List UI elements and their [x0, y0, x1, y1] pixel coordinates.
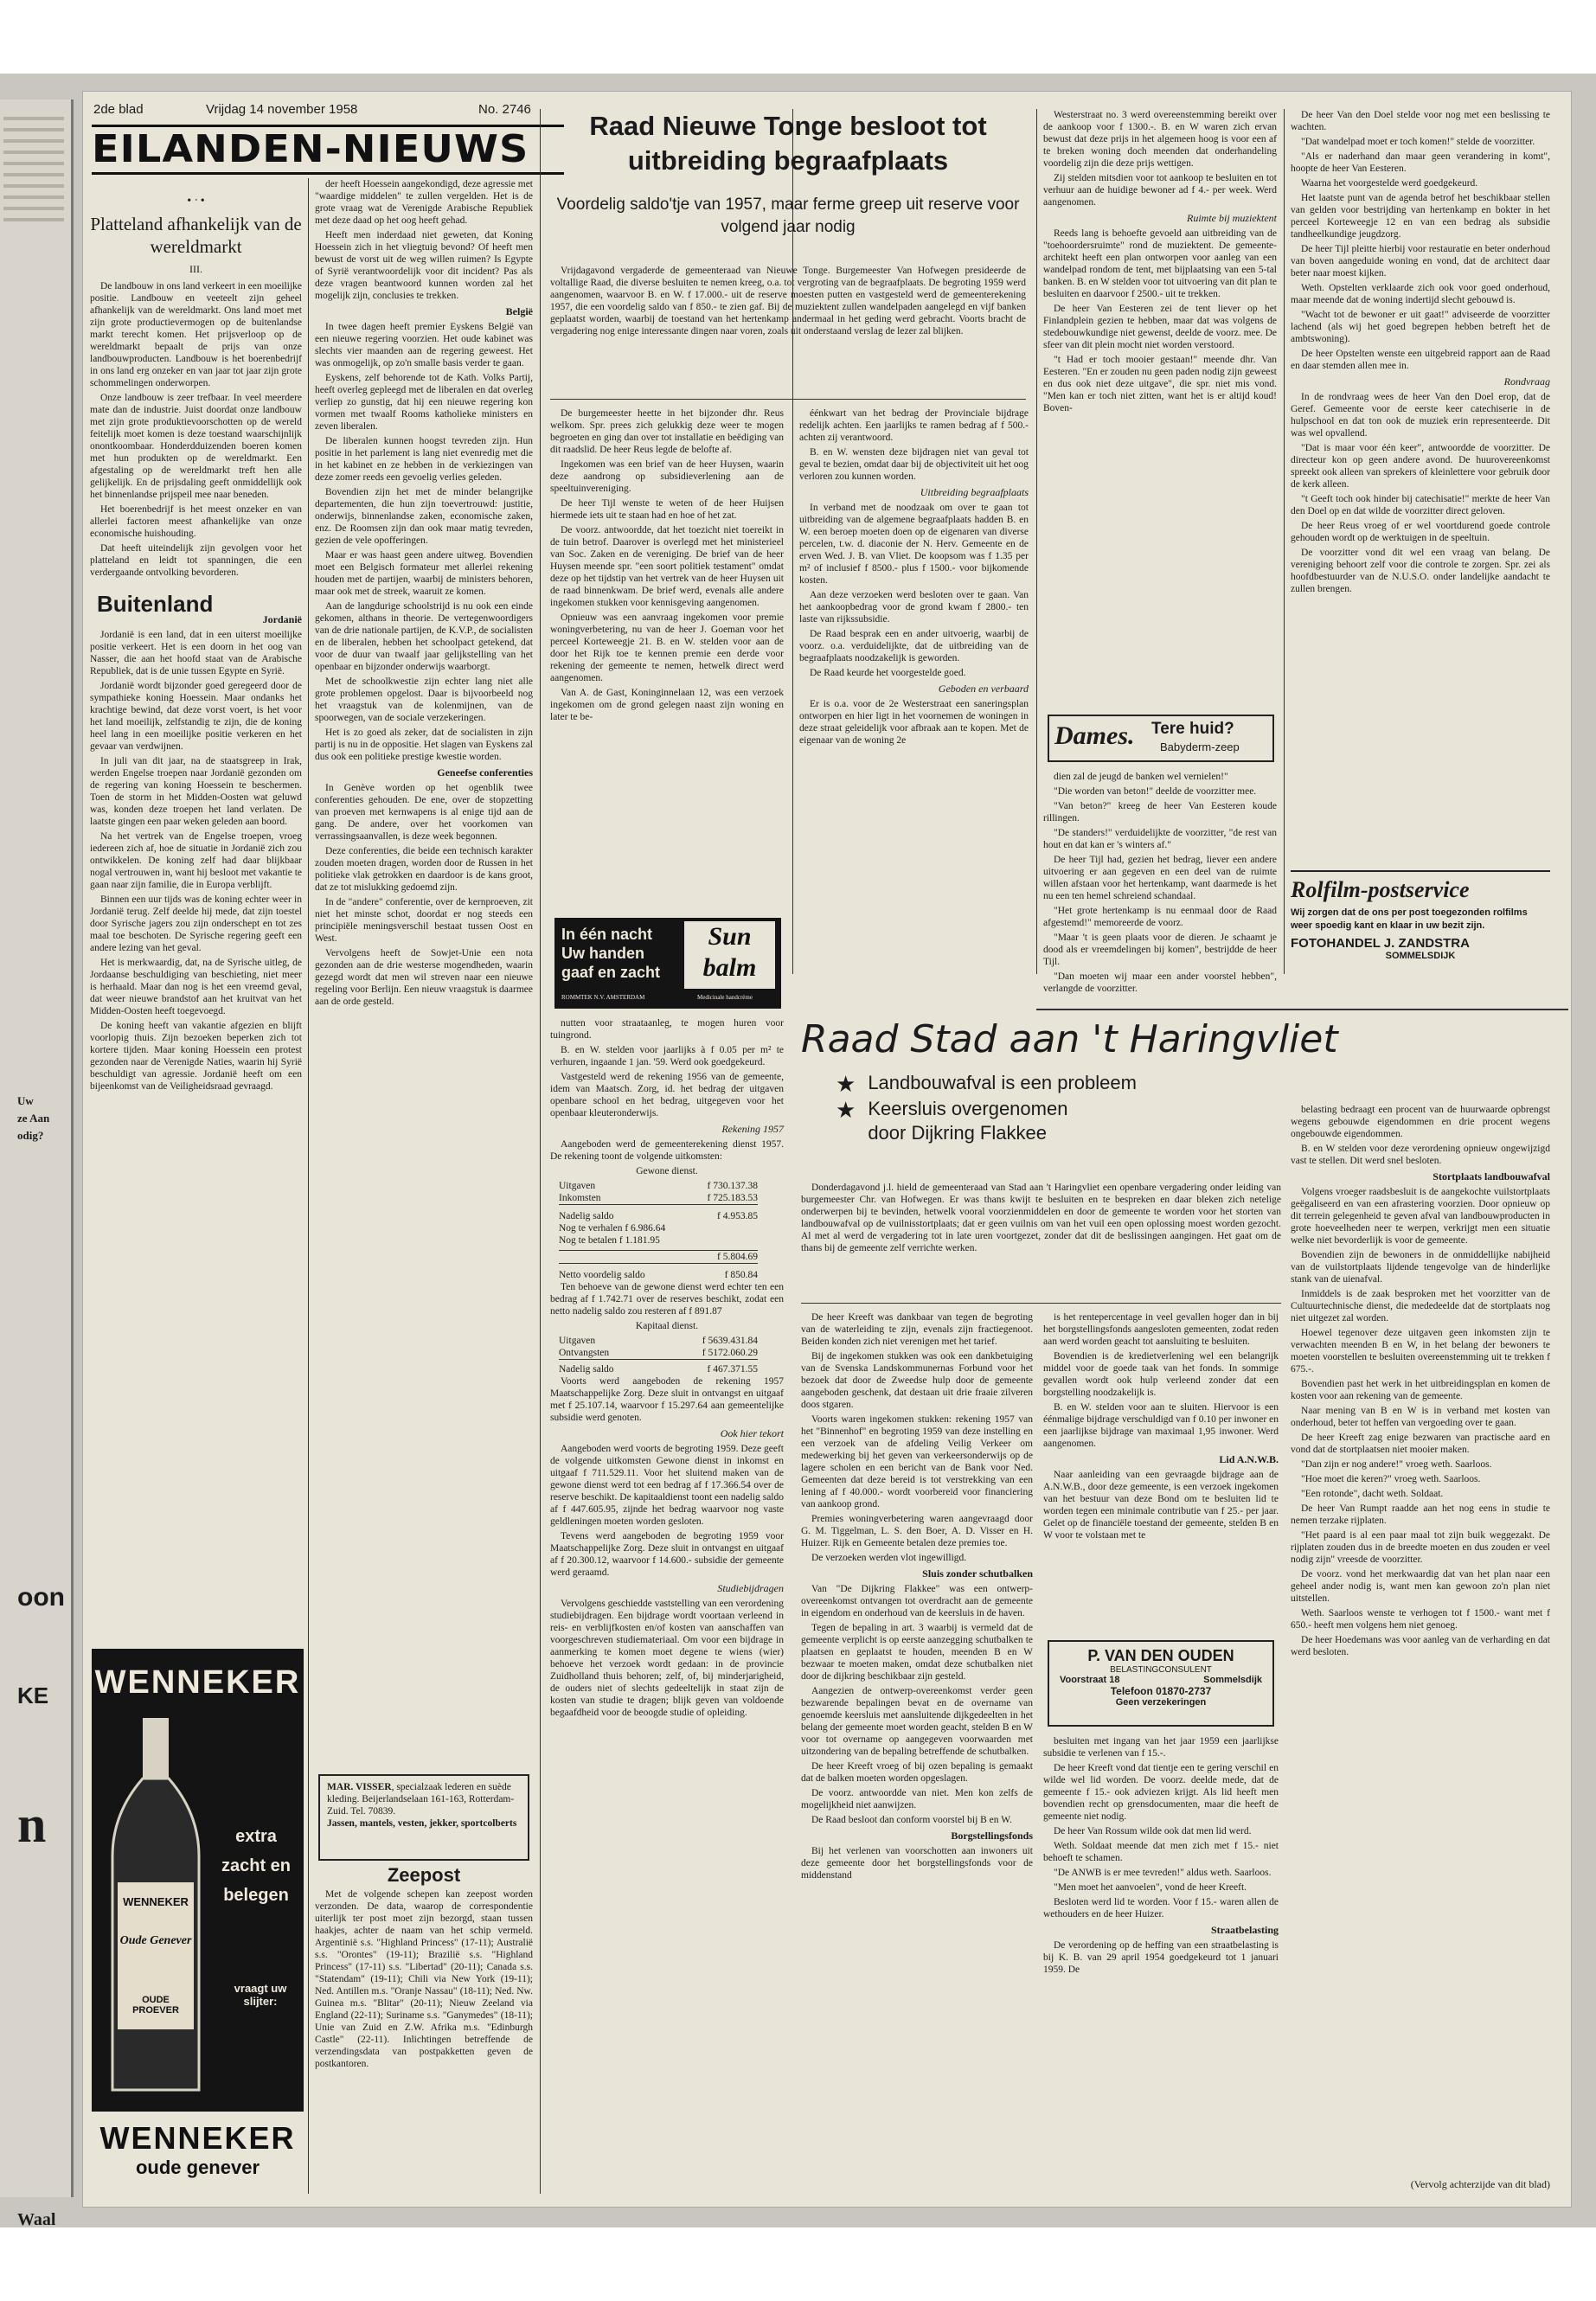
row-value: f 725.183.53	[707, 1193, 758, 1203]
paragraph: Van A. de Gast, Koninginnelaan 12, was een verzoek ingekomen om de grond gelegen naast zijn woning en later te be-	[550, 688, 784, 722]
paragraph: "Maar 't is geen plaats voor de dieren. Je schaamt je dood als er vreemdelingen bij komen", bestrijdde de heer Tijl.	[1043, 933, 1277, 967]
paragraph: éénkwart van het bedrag der Provinciale bijdrage redelijk achten. Een jaarlijks te ramen bedrag af f 500.- achten zij verantwoord.	[799, 408, 1029, 443]
tonge-column-c	[799, 407, 1029, 974]
paragraph: der heeft Hoessein aangekondigd, deze agressie met "waardige middelen" te zullen vergelden. Het is de grote vraag wat de Verenigde Arabische Republiek met deze daad op het oog heeft gehad.	[315, 179, 533, 226]
table-caption: Gewone dienst.	[636, 1166, 698, 1176]
paragraph: Reeds lang is behoefte gevoeld aan uitbreiding van de "toehoordersruimte" rond de muziektent. De gemeente-architekt heeft een plan ontworpen voor aanleg van een wandelpad rondom de tent, met bijplaatsing van een 5-tal banken. B. en W stelden voor tot uitvoering van dit plan te besluiten en daarvoor f 2500.- uit te trekken.	[1043, 228, 1277, 299]
row-value: f 850.84	[724, 1270, 758, 1280]
previous-page-text-lines	[3, 117, 64, 229]
paragraph: "Dan moeten wij maar een ander voorstel hebben", verlangde de voorzitter.	[1043, 971, 1277, 994]
sunbalm-maker: ROMMTEK N.V. AMSTERDAM	[561, 994, 645, 1001]
paragraph: Dat heeft uiteindelijk zijn gevolgen voor het platteland en leidt tot spanningen, die een verdergaande ontvolking bevorderen.	[90, 543, 302, 578]
dames-brand: Dames.	[1054, 721, 1135, 750]
paragraph: Tegen de bepaling in art. 3 waarbij is vermeld dat de gemeente verplicht is op eerste aanzegging schutbalken te plaatsen en geplaatst te houden, meenden B en W bezwaar te moeten maken, omdat deze schutbalken niet door de dijkring beschikbaar zijn gesteld.	[801, 1623, 1033, 1682]
paragraph: "Een rotonde", dacht weth. Soldaat.	[1301, 1489, 1444, 1499]
paragraph: De verordening op de heffing van een straatbelasting is bij K. B. van 29 april 1954 goedgekeurd tot 1 januari 1959. De	[1043, 1940, 1279, 1975]
row-label: Inkomsten	[559, 1193, 601, 1203]
paragraph: Aan de langdurige schoolstrijd is nu ook een einde gekomen, althans in theorie. De vertegenwoordigers van de drie nationale partijen, de K.V.P., de socialisten en de liberalen, hebben het schoolpact getekend, dat voor de duur van twaalf jaar gelijkstelling van het openbaar en bijzonder onderwijs waarborgt.	[315, 601, 533, 672]
zeepost-title: Zeepost	[387, 1864, 461, 1886]
paragraph: De heer Van den Doel stelde voor nog met een beslissing te wachten.	[1291, 110, 1550, 132]
paragraph: De heer Kreeft vond dat tientje een te gering verschil en wilde wel lid worden. De voorz. deelde mede, dat de gemeente f 15.- ook adviezen krijgt. Als lid heeft men bovendien recht op grensdocumenten, maar die heeft de gemeente niet nodig.	[1043, 1763, 1279, 1822]
visser-name: MAR. VISSER	[327, 1782, 392, 1792]
paragraph: De voorzitter vond dit wel een vraag van belang. De vereniging behoort zelf voor die controle te zorgen. Spr. zei als hoofdbestuurder van de N.U.S.O. onder landelijke aandacht te zullen brengen.	[1291, 548, 1550, 594]
vdo-name: P. VAN DEN OUDEN	[1087, 1647, 1234, 1664]
haring-column-b-continued	[1043, 1735, 1279, 2198]
paragraph: Jordanië wordt bijzonder goed geregeerd door de sympathieke koning Hoessein. Maar ondanks het krachtige bewind, dat deze vorst voert, is het voor het land moeilijk, zelfstandig te zijn, die de koning heel lang in een moeilijke positie verkeren en het gevaar van verdwijnen.	[90, 681, 302, 752]
column-rule	[1036, 109, 1037, 974]
table-row	[559, 1269, 758, 1281]
paragraph: Aangeboden werd de gemeenterekening dienst 1957. De rekening toont de volgende uitkomsten:	[550, 1139, 784, 1162]
paragraph: De heer Kreeft vroeg of bij ozen bepaling is gemaakt dat de balken moeten worden opgeslagen.	[801, 1761, 1033, 1784]
rolfilm-shop: FOTOHANDEL J. ZANDSTRA	[1291, 936, 1470, 951]
visser-line-2: Jassen, mantels, vesten, jekker, sportcolberts	[327, 1818, 517, 1829]
table-row	[559, 1222, 758, 1234]
previous-page-edge	[0, 99, 74, 2229]
star-icon: ★	[836, 1097, 856, 1123]
subheading: Stortplaats landbouwafval	[1433, 1170, 1550, 1183]
page-label: 2de blad	[93, 102, 144, 117]
paragraph: De voorz. antwoordde van niet. Men kon zelfs de mogelijkheid niet aanwijzen.	[801, 1788, 1033, 1811]
haring-intro	[801, 1182, 1281, 1311]
row-label: Uitgaven	[559, 1181, 596, 1191]
paragraph: Tevens werd aangeboden de begroting 1959 voor Maatschappelijke Zorg. Deze sluit in ontvangst en uitgaaf af f 20.300.12, waarvoor f 14.600.- subsidie der gemeente werd geraamd.	[550, 1531, 784, 1578]
paragraph: B. en W. stelden voor aan te sluiten. Hiervoor is een éénmalige bijdrage verschuldigd van f 0.10 per inwoner en een jaarlijkse bijdrage van maximaal 1,95 inwoner. Werd aangenomen.	[1043, 1402, 1279, 1449]
row-label: Nog te verhalen f 6.986.64	[559, 1223, 666, 1234]
paragraph: Er is o.a. voor de 2e Westerstraat een saneringsplan ontworpen en hier ligt in het voornemen de woningen in deze straat geleidelijk voor afbraak aan te kopen. Met de eigenaar van de woning 2e	[799, 699, 1029, 746]
subheading: Studiebijdragen	[717, 1582, 784, 1594]
tonge-intro	[550, 265, 1026, 403]
horizontal-rule	[801, 1303, 1281, 1304]
article-part: III.	[189, 263, 202, 275]
paragraph: De heer Hoedemans was voor aanleg van de verharding en dat werd besloten.	[1291, 1635, 1550, 1657]
paragraph: Vastgesteld werd de rekening 1956 van de gemeente, idem van Maatsch. Zorg, id. het bedrag der uitgaven openbare school en het bedrag, uitgegeven voor het openbaar kleuteronderwijs.	[550, 1072, 784, 1118]
wenneker-ask: vraagt uw slijter:	[234, 1982, 287, 2008]
table-row	[559, 1210, 758, 1222]
issue-number: No. 2746	[478, 102, 531, 117]
paragraph: nutten voor straataanleg, te mogen huren voor tuingrond.	[550, 1018, 784, 1041]
wenneker-advertisement	[92, 1649, 304, 2202]
paragraph: De heer Reus vroeg of er wel voortdurend goede controle gehouden wordt op de werktuigen in de speeltuin.	[1291, 521, 1550, 543]
subheading: België	[505, 305, 533, 317]
paragraph: "Dat wandelpad moet er toch komen!" stelde de voorzitter.	[1301, 137, 1535, 147]
vdo-town: Sommelsdijk	[1203, 1675, 1262, 1685]
paragraph: Na het vertrek van de Engelse troepen, vroeg iedereen zich af, hoe de situatie in Jordanië zich zou ontwikkelen. De koning zelf had daar blijkbaar nogal vertrouwen in, want hij besloot met vakantie te gaan naar zijn familie, die in Europa verblijft.	[90, 831, 302, 890]
subheading: Ruimte bij muziektent	[1187, 212, 1277, 224]
tonge-headline-block	[550, 109, 1026, 239]
paragraph: "t Geeft toch ook hinder bij catechisatie!" merkte de heer Van den Doel op en dat wilde de voorzitter direct geloven.	[1291, 494, 1550, 516]
subheading: Straatbelasting	[1211, 1924, 1279, 1936]
paragraph: Deze conferenties, die beide een technisch karakter zouden moeten dragen, worden door de Russen in het politieke vlak getrokken en daardoor is de kans groot, dat ze tot mislukking gedoemd zijn.	[315, 846, 533, 893]
wenneker-brand: WENNEKER	[94, 1664, 301, 1701]
dames-advertisement	[1048, 715, 1274, 762]
tonge-subheadline: Voordelig saldo'tje van 1957, maar ferme greep uit reserve voor volgend jaar nodig	[556, 195, 1020, 236]
paragraph: "Het paard is al een paar maal tot zijn buik weggezakt. De rijplaten zouden dus in de breedte moeten en dus zouden er veel nodig zijn" vreesde de voorzitter.	[1291, 1530, 1550, 1565]
table-row	[559, 1180, 758, 1192]
paragraph: Zij stelden mitsdien voor tot aankoop te besluiten en tot verhuur aan de huidige bewoner ad f 4.- per week. Werd aangenomen.	[1043, 173, 1277, 208]
paragraph: Westerstraat no. 3 werd overeenstemming bereikt over de aankoop voor f 1300.-. B. en W waren zich ervan bewust dat deze prijs in het algemeen hoog is voor een af te breken woning doch meenden dat onderhandeling voordelig zijn die deze prijs wettigen.	[1043, 110, 1277, 169]
tonge-column-b	[550, 1017, 784, 2202]
dames-line-2: Babyderm-zeep	[1160, 740, 1240, 753]
paragraph: Premies woningverbetering waren aangevraagd door G. M. Tiggelman, L. S. den Boer, A. D. Visser en H. Huizer. Rijk en Gemeente betalen deze premies toe.	[801, 1514, 1033, 1548]
paragraph: Ingekomen was een brief van de heer Huysen, waarin deze aandrong op subsidieverlening aan de speeltuinvereniging.	[550, 459, 784, 494]
brand-bottom: balm	[702, 953, 757, 982]
row-value: f 5172.060.29	[702, 1348, 758, 1358]
column-1	[90, 178, 302, 1092]
row-label: Ontvangsten	[559, 1348, 610, 1358]
prev-fragment-1: Uw	[17, 1094, 34, 1107]
paragraph: Volgens vroeger raadsbesluit is de aangekochte vuilstortplaats geëgaliseerd en van een afrastering voorzien. Door opnieuw op dit terrein gelegenheid te geven afval van landbouwproducten in grote hoeveelheden neer te werpen, verkrijgt men een situatie welke niet bevorderlijk is voor de gemeente.	[1291, 1187, 1550, 1246]
paragraph: Het is zo goed als zeker, dat de socialisten in zijn partij is nu in de oppositie. Het slagen van Eyskens zal dus ook een politieke prestige kwestie worden.	[315, 727, 533, 762]
paragraph: Heeft men inderdaad niet geweten, dat Koning Hoessein zich in het vliegtuig bevond? Of heeft men bewust de vorst uit de weg willen ruimen? Is Egypte of Syrië verantwoordelijk voor dit incident? Pas als deze vragen beantwoord kunnen worden zal het mogelijk zijn, conclusies te trekken.	[315, 230, 533, 301]
paragraph: Binnen een uur tijds was de koning echter weer in Jordanië terug. Zelf deelde hij mede, dat zijn toestel door Syrische jagers zou zijn onderschept en tot zes maal toe beschoten. De Syrische regering geeft een andere lezing van het geval.	[90, 894, 302, 953]
paragraph: Onze landbouw is zeer trefbaar. In veel meerdere mate dan de industrie. Juist doordat onze landbouw met zijn grote produktievoorschotten op de wereld feitelijk moet komen is deze toestand waarschijnlijk onontkoombaar. Honderdduizenden boeren komen met hun produkten op de wereldmarkt. Een afgestaling op de wereldmarkt treft hen alle gelijkelijk. En de prijsdaling geeft onmiddellijk ook het binnenlandse prijspeil mee naar beneden.	[90, 393, 302, 500]
paragraph: De heer Tijl wenste te weten of de heer Huijsen hiermede iets uit te staan had en hoe of het zat.	[550, 498, 784, 521]
sunbalm-advertisement	[554, 918, 781, 1009]
prev-fragment-7: Waal	[17, 2210, 56, 2229]
vdo-address: Voorstraat 18	[1060, 1675, 1120, 1685]
prev-fragment-2: ze Aan	[17, 1112, 50, 1125]
row-value: f 467.371.55	[707, 1364, 758, 1375]
brand-top: Sun	[708, 922, 752, 951]
row-label: Nadelig saldo	[559, 1364, 614, 1375]
paragraph: Het boerenbedrijf is het meest onzeker en van allerlei factoren meest afhankelijke van onze economische huishouding.	[90, 504, 302, 539]
paragraph: Bovendien zijn de bewoners in de onmiddellijke nabijheid van de vuilstortplaats lijdende tengevolge van de hinderlijke stank van de uienafval.	[1291, 1250, 1550, 1285]
sunbalm-slogan	[561, 925, 660, 982]
column-rule	[792, 109, 793, 974]
paragraph: Maar er was haast geen andere uitweg. Bovendien moet een Belgisch formateur met allerlei rekening houden met de partijen, waarbij de ministers behoren, maar ook met de streek, waaruit ze komen.	[315, 550, 533, 597]
slogan-2: Uw handen	[561, 945, 645, 962]
paragraph: "Hoe moet die keren?" vroeg weth. Saarloos.	[1301, 1474, 1481, 1484]
article-headline: Platteland afhankelijk van de wereldmarkt	[90, 214, 302, 257]
intro-paragraph: Vrijdagavond vergaderde de gemeenteraad van Nieuwe Tonge. Burgemeester Van Hofwegen presideerde de voltallige Raad, die diverse besluiten te nemen kreeg, o.a. tot vergroting van de begraafplaats. De begroting 1959 werd aangenomen, waarvoor B. en W. f 17.000.- uit de reserve moesten putten en vastgesteld werd de gemeenterekening 1957, die een voordelig saldo van f 850.- te zien gaf. Bij de muziektent zullen wandelpaden aangelegd en vijf banken geplaatst worden, waarbij de toestand van het hertenkamp andermaal in het geding werd gebracht. Voorts bracht de vergadering nog enige interessante dingen naar voren, zoals uit onderstaand verslag de lezer zal blijken.	[550, 266, 1026, 336]
subheading: Geneefse conferenties	[437, 766, 533, 779]
paragraph: Het laatste punt van de agenda betrof het beschikbaar stellen van gelden voor bestrijding van hertenkamp en bokter in het perceel Korteweegje 12 en van een bedrag als subsidie tandheelkundige jeugdzorg.	[1291, 193, 1550, 240]
paragraph: In juli van dit jaar, na de staatsgreep in Irak, werden Engelse troepen naar Jordanië gezonden om de regering van koning Hoessein te beschermen. Toen de storm in het Midden-Oosten wat geluwd was, konden deze troepen het land verlaten. De laatste gingen een paar weken geleden aan boord.	[90, 756, 302, 827]
paragraph: Weth. Saarloos wenste te verhogen tot f 1500.- want met f 650.- heeft men volgens hem niet genoeg.	[1291, 1608, 1550, 1631]
row-value: f 5.804.69	[717, 1252, 758, 1262]
haring-column-c	[1291, 1104, 1550, 2172]
paragraph: Bij de ingekomen stukken was ook een dankbetuiging van de Svenska Landskommunernas Forbund voor het bezoek dat door de Zweedse hulp door de gemeente aangeboden geschenk, dat destaan uit drie fraaie zilveren doos stgaren.	[801, 1351, 1033, 1410]
tonge-headline: Raad Nieuwe Tonge besloot tot uitbreiding begraafplaats	[589, 111, 987, 176]
paragraph: Inmiddels is de zaak besproken met het voorzitter van de Cultuurtechnische dienst, die mededeelde dat de stortplaats nog niet uitgezet zal worden.	[1291, 1289, 1550, 1324]
tonge-column-d-continued	[1043, 771, 1277, 1000]
paragraph: "t Had er toch mooier gestaan!" meende dhr. Van Eesteren. "En er zouden nu geen paden nodig zijn geweest en dus ook niet deze uitgave", die spr. niet mis vond. "Men kan er toch niet zitten, want het is er altijd koud! Boven-	[1043, 355, 1277, 413]
paragraph: De voorz. vond het merkwaardig dat van het plan naar een geheel ander nodig is, want men kan gewoon zo'n plan niet uitstellen.	[1291, 1569, 1550, 1604]
column-rule	[540, 109, 541, 2194]
row-label: Netto voordelig saldo	[559, 1270, 645, 1280]
subheading: Geboden en verbaard	[938, 683, 1029, 695]
paragraph: Bovendien zijn het met de minder belangrijke departementen, die hun zijn toevertrouwd: justitie, onderwijs, binnenlandse zaken, economische zaken, enz. De Roomsen zijn dan ook maar matig tevreden, gezien de vele opofferingen.	[315, 487, 533, 546]
tagline-2: zacht en	[221, 1856, 292, 1875]
paragraph: "De standers!" verduidelijkte de voorzitter, "de rest van hout en dat kan er 's winters af."	[1043, 828, 1277, 850]
row-value: f 730.137.38	[707, 1181, 758, 1191]
paragraph: is het rentepercentage in veel gevallen hoger dan in bij het borgstellingsfonds aangesloten gemeenten, zodat reden aan werd worden geacht tot aansluiting te besluiten.	[1043, 1312, 1279, 1347]
vandenouden-advertisement	[1048, 1640, 1274, 1727]
table-caption: Kapitaal dienst.	[635, 1321, 699, 1331]
visser-line-1: specialzaak lederen en suède kleding. Beijerlandselaan 161-163, Rotterdam-Zuid. Tel. 70839.	[327, 1782, 515, 1817]
masthead-title: EILANDEN-NIEUWS	[92, 125, 564, 175]
table-row	[559, 1335, 758, 1347]
rolfilm-town: SOMMELSDIJK	[1385, 951, 1456, 961]
slogan-1: In één nacht	[561, 926, 653, 943]
paragraph: De koning heeft van vakantie afgezien en blijft voorlopig thuis. Zijn bezoeken beperken zich tot kortere tijden. Maar koning Hoessein een protest gezonden naar de Verenigde Naties, waarin hij Syrië beschuldigt van agressie. Jordanië heeft om een bijeenkomst van de Veiligheidsraad gevraagd.	[90, 1021, 302, 1092]
paragraph: "Men moet het aanvoelen", vond de heer Kreeft.	[1054, 1882, 1247, 1893]
paragraph: De verzoeken werden vlot ingewilligd.	[811, 1553, 967, 1563]
haring-column-b	[1043, 1311, 1279, 1640]
paragraph: Opnieuw was een aanvraag ingekomen voor premie woningverbetering, nu van de heer J. Goeman voor het perceel Korteweegje 21. B. en W. stelden voor aan de door het Rijk toe te kennen premie een derde voor rekening der gemeente te nemen, hetwelk direct werd aangenomen.	[550, 612, 784, 683]
paragraph: De heer Van Rumpt raadde aan het nog eens in studie te nemen terzake rijplaten.	[1291, 1503, 1550, 1526]
row-value: f 5639.431.84	[702, 1336, 758, 1346]
prev-fragment-3: odig?	[17, 1129, 44, 1142]
wenneker-tagline	[213, 1822, 299, 1910]
paragraph: Hoewel tegenover deze uitgaven geen inkomsten zijn te verwachten meenden B en W, in het belang der bewoners te moeten voorstellen te besluiten overeenstemming uit te trekken f 675.-.	[1291, 1328, 1550, 1375]
paragraph: "Die worden van beton!" deelde de voorzitter mee.	[1054, 786, 1257, 797]
wenneker-footer-brand: WENNEKER	[99, 2120, 296, 2156]
paragraph: "Wacht tot de bewoner er uit gaat!" adviseerde de voorzitter lachend (als wij het goed begrepen hebben betreft het de ambtswoning).	[1291, 310, 1550, 344]
paragraph: De heer Van Eesteren zei de tent liever op het Finlandplein gezien te hebben, maar dat was volgens de stedebouwkundige niet gewenst, deelde de voorz. mee. De sfeer van dit plein mocht niet worden verstoord.	[1043, 304, 1277, 350]
paragraph: De heer Kreeft was dankbaar van tegen de begroting van de waterleiding te zijn, evenals zijn fractiegenoot. Beiden konden zich niet verenigen met het tarief.	[801, 1312, 1033, 1347]
paragraph: De heer Van Rossum wilde ook dat men lid werd.	[1054, 1826, 1252, 1836]
vdo-note: Geen verzekeringen	[1115, 1697, 1207, 1708]
capital-table	[559, 1335, 758, 1375]
paragraph: B. en W stelden voor deze verordening opnieuw ongewijzigd vast te stellen. Dit werd snel besloten.	[1291, 1144, 1550, 1166]
paragraph: Aangeboden werd voorts de begroting 1959. Deze geeft de volgende uitkomsten Gewone dienst in inkomst en uitgaaf f 711.529.11. Voor het sluitend maken van de gewone dienst werd tot een bedrag af f 17.366.54 over de reserve beschikt. De kapitaaldienst toont een nadelig saldo af f 447.605.95, zijnde het bedrag waarvoor nog vaste geldleningen moeten worden gesloten.	[550, 1444, 784, 1527]
sunbalm-desc: Medicinale handcrème	[697, 994, 753, 1001]
subheading: Rondvraag	[1503, 375, 1550, 388]
horizontal-rule	[550, 399, 1026, 400]
sunbalm-brand	[684, 921, 775, 989]
accounts-table	[559, 1180, 758, 1281]
paragraph: Jordanië is een land, dat in een uiterst moeilijke positie verkeert. Het is een doorn in het oog van Nasser, die aan het hoofd staat van de Arabische Republiek, dat is de unie tussen Egypte en Syrië.	[90, 630, 302, 676]
tagline-3: belegen	[223, 1886, 289, 1905]
paragraph: Vervolgens geschiedde vaststelling van een verordening studiebijdragen. Een bijdrage wordt voortaan verleend in reis- en verblijfkosten en/of kosten van aanschaffen van voorgeschreven studiemateriaal. Om voor een bijdrage in aanmerking te komen moet degene te wiens (wier) behoeve het verzoek wordt gedaan: in de provincie Zuidholland thuis behoren; zelf, of, bij minderjarigheid, de ouders niet of slechts gedeeltelijk in staat zijn de kosten van studie te dragen; blijk geven van voldoende begaafdheid voor de beoogde studie of opleiding.	[550, 1599, 784, 1718]
ornament: • ᐧ •	[187, 195, 205, 208]
visser-advertisement: MAR. VISSER, specialzaak lederen en suède kleding. Beijerlandselaan 161-163, Rotterdam-Zuid. Tel. 70839. Jassen, mantels, vesten, jekker, sportcolberts	[318, 1774, 529, 1861]
tonge-column-d	[1043, 109, 1277, 455]
paragraph: Van "De Dijkring Flakkee" was een ontwerp-overeenkomst ontvangen tot overdracht aan de gemeente in eigendom en onderhoud van de keersluis in de haven.	[801, 1584, 1033, 1618]
paragraph: De heer Opstelten wenste een uitgebreid rapport aan de Raad en daar stemden allen mee in.	[1291, 349, 1550, 371]
paragraph: De landbouw in ons land verkeert in een moeilijke positie. Landbouw en veeteelt zijn geheel afhankelijk van de wereldmarkt. Ons land moet met zijn grote productievermogen op de buitenlandse markt terecht komen. Het prijsverloop op de wereldmarkt bepaalt de prijs van onze landbouwproducten. Landbouw is het boerenbedrijf in ons land erg onzeker en van jaar tot jaar zijn grote schommelingen onderworpen.	[90, 281, 302, 388]
paragraph: Aan deze verzoeken werd besloten over te gaan. Van het aankoopbedrag voor de grond kwam f 2800.- ten laste van rijkssubsidie.	[799, 590, 1029, 625]
subheading: Borgstellingsfonds	[951, 1830, 1033, 1842]
paragraph: De heer Tijl had, gezien het bedrag, liever een andere uitvoering er aan gegeven en een deel van de ruimte willen afstaan voor het hertenkamp, want daarmede is het nu een ten hemel schreiend schandaal.	[1043, 855, 1277, 901]
column-rule	[1284, 109, 1285, 974]
table-row	[559, 1192, 758, 1205]
column-rule	[308, 178, 309, 2194]
paragraph: Aangezien de ontwerp-overeenkomst verder geen bezwarende bepalingen bevat en de overname van genoemde keersluis met aansluitende dijkgedeelten in het belang der gemeente moet worden geacht, stelden B en W voor tot overname op aangegeven voorwaarden met uitzondering van de bepaling betreffende de schutbalken.	[801, 1686, 1033, 1757]
paragraph: Besloten werd lid te worden. Voor f 15.- waren allen de wethouders en de heer Huizer.	[1043, 1897, 1279, 1920]
slogan-3: gaaf en zacht	[561, 964, 661, 981]
paragraph: De burgemeester heette in het bijzonder dhr. Reus welkom. Spr. prees zich gelukkig deze weer te mogen begroeten en ging dan over tot installatie en beëdiging van dit raadslid. De heer Reus legde de belofte af.	[550, 408, 784, 455]
prev-fragment-6: n	[17, 1796, 47, 1853]
paragraph: "De ANWB is er mee tevreden!" aldus weth. Saarloos.	[1054, 1868, 1272, 1878]
paragraph: De heer Tijl pleitte hierbij voor restauratie en beter onderhoud van boven aangeduide woning en vond, dat de architect daar beter naar moest kijken.	[1291, 244, 1550, 279]
paragraph: Waarna het voorgestelde werd goedgekeurd.	[1301, 178, 1478, 189]
paragraph: De Raad keurde het voorgestelde goed.	[810, 668, 966, 678]
wenneker-footer-sub: oude genever	[135, 2157, 260, 2178]
paragraph: "Van beton?" kreeg de heer Van Eesteren koude rillingen.	[1043, 801, 1277, 824]
paragraph: Vervolgens heeft de Sowjet-Unie een nota gezonden aan de drie westerse mogendheden, waarin gezegd wordt dat men wil streven naar een nieuwe regeling voor Berlijn. Een nieuw vraagstuk is daarmee aan de orde gesteld.	[315, 948, 533, 1007]
row-label: Nog te betalen f 1.181.95	[559, 1235, 660, 1246]
paragraph: B. en W. wensten deze bijdragen niet van geval tot geval te bezien, omdat daar bij de objectiviteit uit het oog verloren zou kunnen worden.	[799, 447, 1029, 482]
rolfilm-advertisement	[1291, 870, 1550, 984]
tonge-column-e	[1291, 109, 1550, 965]
wenneker-footer	[92, 2112, 304, 2202]
paragraph: "Dat is maar voor één keer", antwoordde de voorzitter. De directeur kon op geen andere avond. De huurovereenkomst spreekt ook alleen van sprekers of kleinlettere voor gebruik door de kerk alleen.	[1291, 443, 1550, 490]
haring-headline: Raad Stad aan 't Haringvliet	[801, 1017, 1338, 1061]
paragraph: Het is merkwaardig, dat, na de Syrische uitleg, de Jordaanse beschuldiging van beschieting, niet meer is herhaald. Maar dan nog is het een vreemd geval, dat weer nieuwe brandstof aan het kruitvat van het Midden-Oosten heeft toegevoegd.	[90, 958, 302, 1016]
vdo-address-row	[1049, 1675, 1272, 1685]
paragraph: Bij het verlenen van voorschotten aan inwoners uit deze gemeente door het borgstellingsfonds voor de middenstand	[801, 1846, 1033, 1881]
row-label: Uitgaven	[559, 1336, 596, 1346]
row-label: Nadelig saldo	[559, 1211, 614, 1221]
bottle-label-product: Oude Genever	[119, 1934, 192, 1947]
dames-line-1: Tere huid?	[1151, 720, 1234, 738]
table-row	[559, 1250, 758, 1264]
bullet-text: Landbouwafval is een probleem	[868, 1072, 1137, 1093]
intro-paragraph: Donderdagavond j.l. hield de gemeenteraad van Stad aan 't Haringvliet een openbare vergadering onder leiding van burgemeester Chr. van Hofwegen. Er was thans kwijt te besluiten en te bespreken en daar bleken zich netelige onderwerpen bij te bevinden, hetwelk vooral voorzienmiddelen en door de gemeente te worden voor het storten van landbouwafval op de vuilnisstortplaats; dat er geen vuilnis om van het vuil een open oplossing moest worden gezocht. Al met al werd de vergadering tot in late uren voortgezet, zonder dat dit de beslissingen aangingen. Het gaat om de thans bij de gemeente zelf verrichte werken.	[801, 1183, 1281, 1253]
paragraph: Met de schoolkwestie zijn echter lang niet alle grote problemen opgelost. Daar is bijvoorbeeld nog het vraagstuk van de kolenmijnen, van de spoorwegen, van de sociale verzekeringen.	[315, 676, 533, 723]
horizontal-rule	[1036, 1009, 1568, 1010]
tagline-1: extra	[235, 1827, 277, 1846]
paragraph: De voorz. antwoordde, dat het toezicht niet toereikt in de tuin betrof. Daarover is overlegd met het ministerieel van Soc. Zaken en de vereniging. De brief van de heer Huysen meende spr. "een soort politiek testament" omdat deze op het tijdstip van het vertrek van de heer Huysen uit de raad binnenkwam. De brief werd, evenals alle andere ingekomen stukken voor kennisgeving aangenomen.	[550, 525, 784, 608]
subheading: Lid A.N.W.B.	[1219, 1453, 1279, 1465]
continued-note: (Vervolg achterzijde van dit blad)	[1410, 2178, 1550, 2190]
bottle-label-brand: WENNEKER	[123, 1895, 189, 1908]
subheading: Ook hier tekort	[720, 1427, 784, 1439]
issue-date: Vrijdag 14 november 1958	[206, 102, 358, 117]
prev-fragment-5: KE	[17, 1682, 49, 1708]
paragraph: Weth. Opstelten verklaarde zich ook voor goed onderhoud, maar meende dat de woning indertijd slecht gebouwd is.	[1291, 283, 1550, 305]
paragraph: "Dan zijn er nog andere!" vroeg weth. Saarloos.	[1301, 1459, 1492, 1470]
bottle-label-bottom: OUDE PROEVER	[132, 1995, 179, 2016]
rolfilm-title: Rolfilm-postservice	[1291, 877, 1470, 902]
rolfilm-body: Wij zorgen dat de ons per post toegezonden rolfilms weer spoedig kant en klaar in uw bezit zijn.	[1291, 907, 1528, 931]
paragraph: Voorts waren ingekomen stukken: rekening 1957 van het "Binnenhof" en begroting 1959 van deze instelling en een verzoek van de afdeling Veilig Verkeer om medewerking bij het geven van verkeersonderwijs op de lagere scholen en een bericht van de Bank voor Ned. Gemeenten dat deze bereid is tot verstrekking van een lening af f 40.000.- wordt voorbereid voor financiering van aankoop grond.	[801, 1414, 1033, 1509]
table-row	[559, 1347, 758, 1360]
bullet-item	[836, 1071, 1562, 1097]
paragraph: besluiten met ingang van het jaar 1959 een jaarlijkse subsidie te verlenen van f 15.-.	[1043, 1736, 1279, 1759]
paragraph: In de rondvraag wees de heer Van den Doel erop, dat de Geref. Gemeente voor de eerste keer catechiserie in de hulpschool en dat ton ook de muziek erin representeerde. Dit was wel opvallend.	[1291, 392, 1550, 439]
paragraph: Bovendien is de kredietverlening wel een belangrijk middel voor de goede taak van het fonds. In sommige gevallen wordt ook hulp verleend zonder dat een borgstelling noodzakelijk is.	[1043, 1351, 1279, 1398]
paragraph: De heer Kreeft zag enige bezwaren van practische aard en vond dat de stortplaatsen niet mooier maken.	[1291, 1433, 1550, 1455]
tonge-column-a	[550, 407, 784, 909]
table-row	[559, 1363, 758, 1375]
zeepost-article	[315, 1864, 533, 2198]
section-heading: Buitenland	[97, 591, 214, 617]
paragraph: Voorts werd aangeboden de rekening 1957 Maatschappelijke Zorg. Deze sluit in ontvangst en uitgaaf met f 25.107.14, waarvoor f 15.297.64 aan gemeentelijke subsidie werd genoten.	[550, 1376, 784, 1423]
paragraph: "Het grote hertenkamp is nu eenmaal door de Raad afgestemd!" memoreerde de voorz.	[1043, 906, 1277, 928]
subheading: Rekening 1957	[721, 1123, 784, 1135]
paragraph: Met de volgende schepen kan zeepost worden verzonden. De data, waarop de correspondentie uiterlijk ter post moet zijn bezorgd, staan tussen haakjes, achter de naam van het schip vermeld. Argentinië s.s. "Highland Princess" (17-11); Australië s.s. "Orontes" (19-11); Brazilië s.s. "Highland Princess" (17-11) s.s. "Libertad" (20-11); Canada s.s. "Statendam" (19-11); Chili via New York (19-11); Ned. Antillen m.s. "Oranje Nassau" (18-11); Ned. Nw. Guinea m.s. "Blitar" (20-11); Nieuw Zeeland via England (22-11); Suriname s.s. "Ganymedes" (18-11); Unie van Zuid en Z.W. Afrika m.s. "Edinburgh Castle" (22-11). Inlichtingen betreffende de verzendingsdata van postpakketten geven de postkantoren.	[315, 1889, 533, 2069]
paragraph: Bovendien past het werk in het uitbreidingsplan en komen de kosten voor aan rekening van de gemeente.	[1291, 1379, 1550, 1401]
paragraph: B. en W. stelden voor jaarlijks à f 0.05 per m² te verhuren, ingaande 1 jan. '59. Werd ook goedgekeurd.	[550, 1045, 784, 1067]
paragraph: "Als er naderhand dan maar geen verandering in komt", hoopte de heer Van Eesteren.	[1291, 151, 1550, 174]
paragraph: De Raad besloot dan conform voorstel bij B en W.	[811, 1815, 1012, 1825]
star-icon: ★	[836, 1071, 856, 1097]
paragraph: In Genève worden op het ogenblik twee conferenties gehouden. De ene, over de stopzetting van proeven met kernwapens is al enige tijd aan de gang. De andere, over het voorkomen van verrassingsaanvallen, is deze week begonnen.	[315, 783, 533, 842]
prev-fragment-4: oon	[17, 1583, 65, 1612]
paragraph: Eyskens, zelf behorende tot de Kath. Volks Partij, heeft overleg gepleegd met de liberalen en dat overleg verliep zo gunstig, dat hij een nieuwe regering kon vormen met twaalf Rooms katholieke ministers en zeven liberalen.	[315, 373, 533, 432]
paragraph: Naar mening van B en W is in verband met kosten van onderhoud, beter tot heffen van vergoeding over te gaan.	[1291, 1406, 1550, 1428]
paragraph: Ten behoeve van de gewone dienst werd echter ten een bedrag af f 1.742.71 over de reserves beschikt, zodat een netto nadelig saldo zou resteren af f 891.87	[550, 1282, 784, 1317]
paragraph: Naar aanleiding van een gevraagde bijdrage aan de A.N.W.B., door deze gemeente, is een verzoek ingekomen van het bestuur van deze Bond om te besluiten lid te worden tegen een minimale contributie van f 25.- per jaar. Gelet op de financiële toestand der gemeente, stelden B en W voor te volstaan met te	[1043, 1470, 1279, 1541]
haring-column-a	[801, 1311, 1033, 2198]
vdo-phone: Telefoon 01870-2737	[1110, 1685, 1212, 1697]
table-row	[559, 1234, 758, 1247]
bullet-text: Keersluis overgenomen door Dijkring Flakkee	[868, 1098, 1068, 1144]
subheading: Uitbreiding begraafplaats	[920, 486, 1029, 498]
subheading: Jordanië	[262, 613, 302, 625]
row-value: f 4.953.85	[717, 1211, 758, 1221]
column-2	[315, 178, 533, 1735]
subheading: Sluis zonder schutbalken	[922, 1567, 1033, 1580]
paragraph: belasting bedraagt een procent van de huurwaarde opbrengst wegens gebouwde eigendommen en drie procent wegens ongebouwde eigendommen.	[1291, 1105, 1550, 1139]
paragraph: dien zal de jeugd de banken wel vernielen!"	[1054, 772, 1228, 782]
paragraph: In de "andere" conferentie, over de kernproeven, zit niet het minste schot, doordat er nog steeds een principiële meningsverschil bestaat tussen Oost en West.	[315, 897, 533, 944]
vdo-line-1: BELASTINGCONSULENT	[1110, 1665, 1212, 1675]
paragraph: In verband met de noodzaak om over te gaan tot uitbreiding van de algemene begraafplaats hadden B. en W. een beroep moeten doen op de eigenaren van diverse percelen, t.w. d. diaconie der N. Herv. Gemeente en de erven Wed. J. B. van Vliet. De koopsom was f 1.35 per m² of inclusief f 8500.- plus f 1500.- voor bijkomende kosten.	[799, 503, 1029, 586]
paragraph: De Raad besprak een en ander uitvoerig, waarbij de voorz. o.a. verduidelijkte, dat de uitbreiding van de begraafplaats noodzakelijk is geworden.	[799, 629, 1029, 663]
newspaper-page	[82, 91, 1572, 2208]
paragraph: Weth. Soldaat meende dat men zich met f 15.- niet behoeft te schamen.	[1043, 1841, 1279, 1863]
paragraph: In twee dagen heeft premier Eyskens België van een nieuwe regering voorzien. Het oude kabinet was slechts vier maanden aan de regering geweest. Het was onmogelijk, op zo'n smalle basis verder te gaan.	[315, 322, 533, 369]
paragraph: De liberalen kunnen hoogst tevreden zijn. Hun positie in het parlement is lang niet evenredig met die in het kabinet en ze hebben in de verkiezingen van deze zomer reeds een gevoelig verlies geleden.	[315, 436, 533, 483]
bottle-illustration	[104, 1718, 208, 2099]
